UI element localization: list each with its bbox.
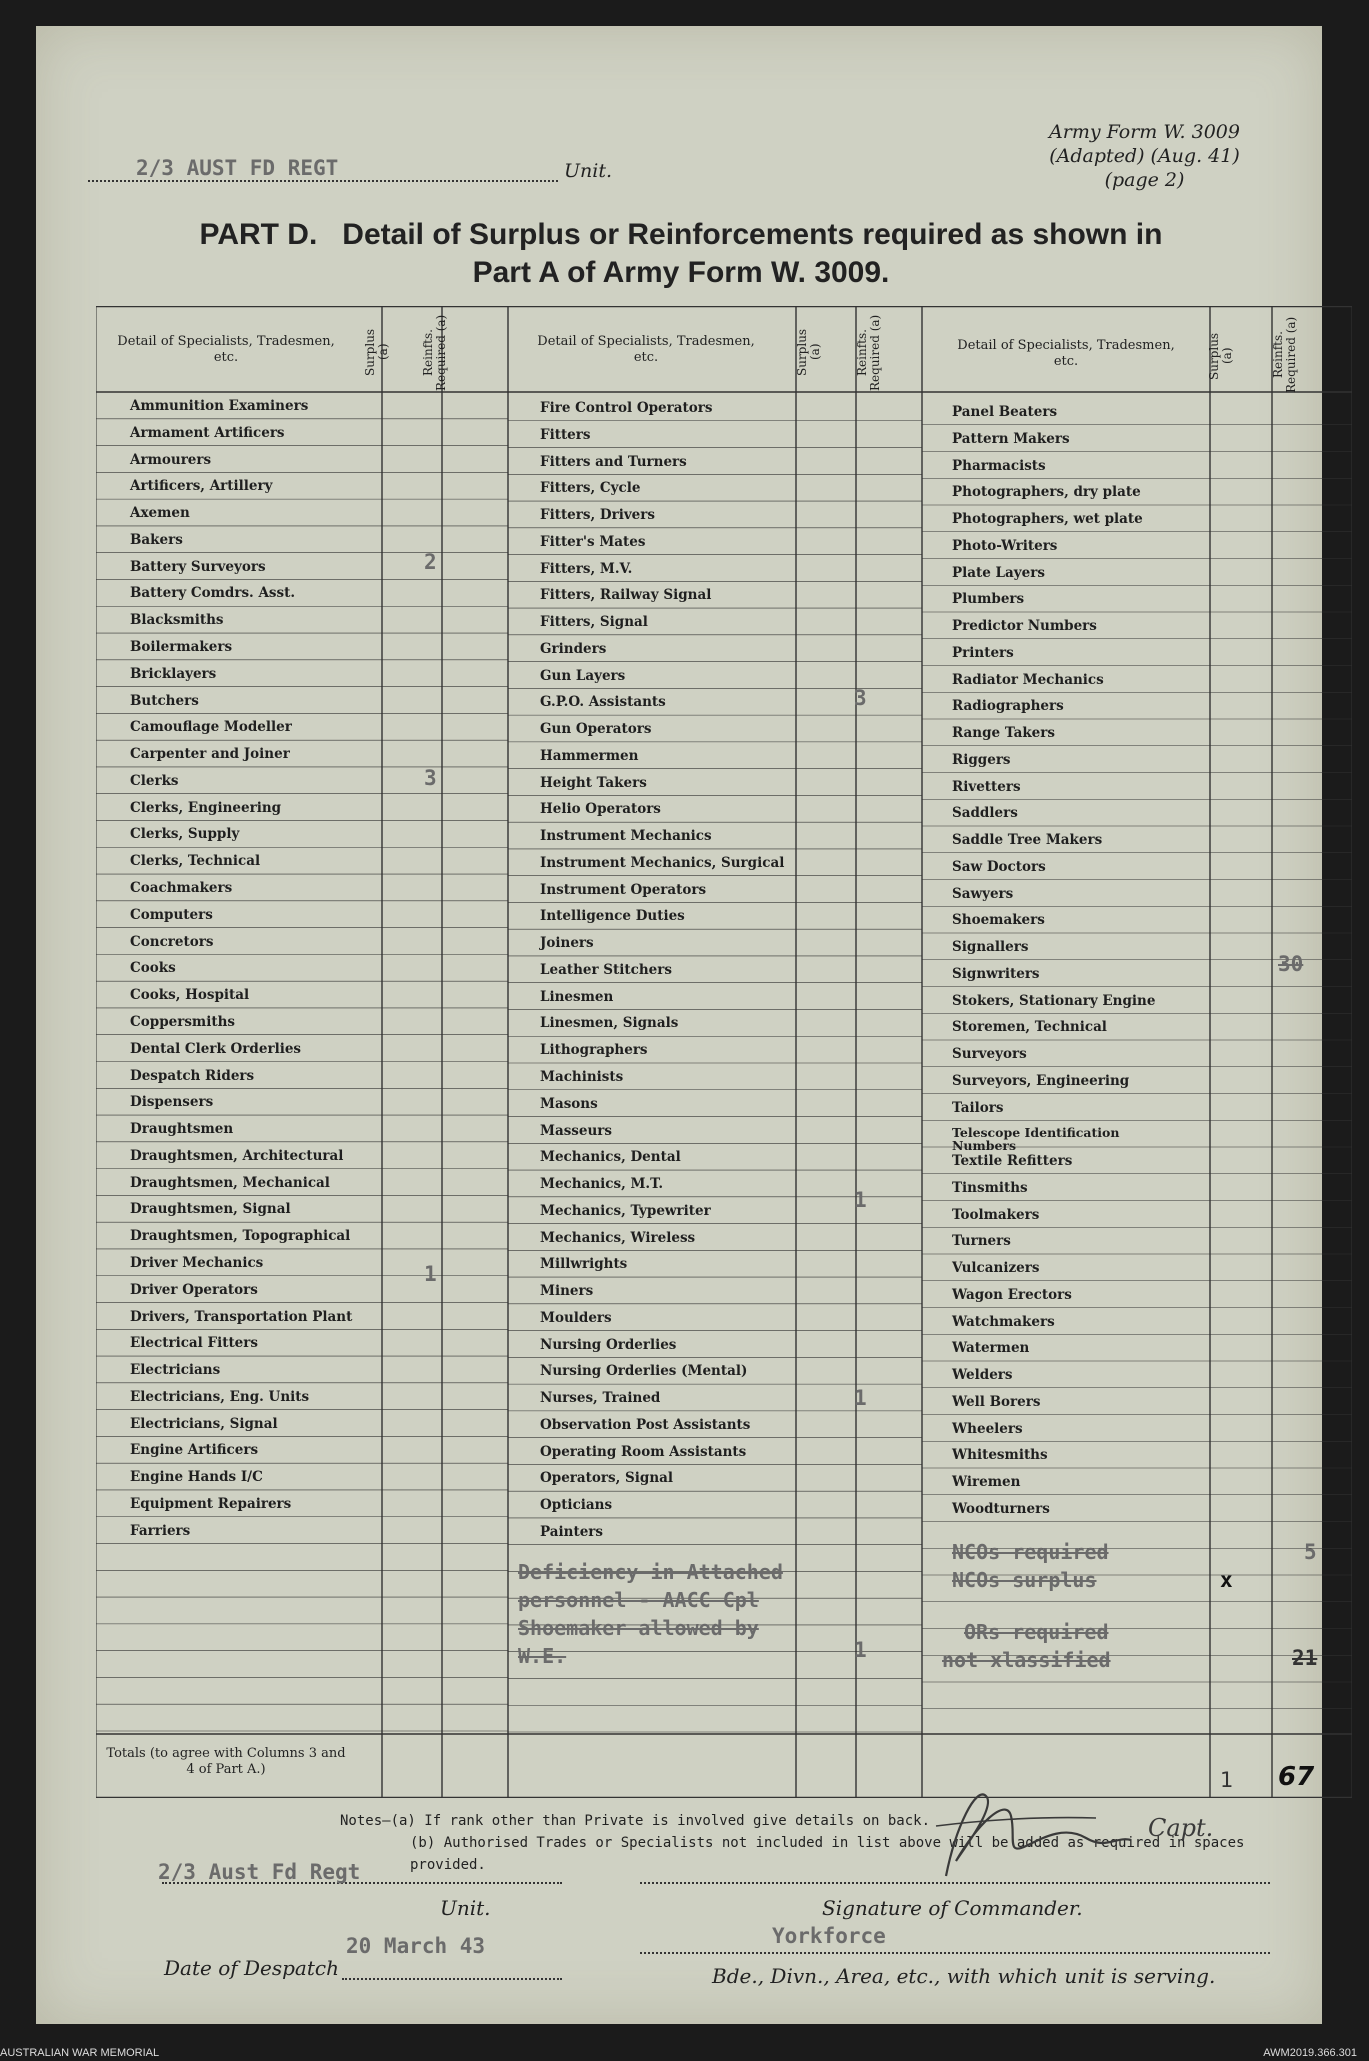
specialist-row-label: Engine Artificers	[130, 1442, 259, 1459]
watermark-left: AUSTRALIAN WAR MEMORIAL	[0, 2047, 160, 2059]
specialist-row-label: Gun Operators	[540, 721, 652, 738]
specialist-row-label: Lithographers	[540, 1042, 648, 1059]
date-label: Date of Despatch	[164, 1956, 339, 1980]
specialist-row-label: Mechanics, Wireless	[540, 1229, 696, 1246]
specialist-row-label: Draughtsmen, Architectural	[130, 1147, 344, 1164]
specialist-row-label: Armourers	[130, 451, 212, 468]
watermark-right: AWM2019.366.301	[1263, 2047, 1357, 2059]
specialist-row-label: Operators, Signal	[540, 1470, 674, 1487]
form-title	[166, 216, 1196, 292]
specialist-row-label: Rivetters	[952, 778, 1021, 795]
footer-unit-typed: 2/3 Aust Fd Regt	[158, 1860, 361, 1884]
specialist-row-label: Drivers, Transportation Plant	[130, 1308, 353, 1325]
specialist-row-label: Fitters, Cycle	[540, 480, 641, 497]
specialist-row-label: Wheelers	[952, 1420, 1023, 1437]
totals-label: Totals (to agree with Columns 3 and 4 of Part A.)	[106, 1746, 346, 1777]
specialist-row-label: Despatch Riders	[130, 1067, 255, 1084]
specialist-row-label: Shoemakers	[952, 912, 1045, 929]
specialist-row-label: Surveyors, Engineering	[952, 1072, 1130, 1089]
specialist-row-label: Plumbers	[952, 591, 1025, 608]
specialist-row-label: Photo-Writers	[952, 537, 1058, 554]
specialist-row-label: Clerks	[130, 772, 179, 789]
specialist-row-label: Instrument Mechanics, Surgical	[540, 854, 785, 871]
specialist-row-label: Tailors	[952, 1099, 1004, 1116]
specialist-row-label: Concretors	[130, 933, 214, 950]
note-b: (b) Authorised Trades or Specialists not included in list above will be added as required in spaces provided.	[410, 1835, 1245, 1873]
specialist-row-label: Range Takers	[952, 725, 1055, 741]
specialists-table	[96, 306, 1352, 1798]
specialist-row-label: Signwriters	[952, 965, 1040, 982]
specialist-row-label: Wagon Erectors	[952, 1286, 1072, 1303]
specialist-row-label: Operating Room Assistants	[540, 1443, 747, 1460]
specialist-row-label: Hammermen	[540, 747, 639, 764]
title-line1: PART D. Detail of Surplus or Reinforcements required as shown in	[199, 218, 1163, 251]
specialist-row-label: Helio Operators	[540, 801, 661, 818]
deficiency-reinf: 1	[854, 1638, 867, 1662]
formation-typed: Yorkforce	[772, 1924, 886, 1948]
specialist-row-label: Engine Hands I/C	[130, 1469, 263, 1486]
col3-surplus-header: Surplus (a)	[1207, 332, 1234, 380]
specialist-row-label: Boilermakers	[130, 639, 233, 656]
unit-typed: 2/3 AUST FD REGT	[136, 156, 339, 180]
specialist-row-label: Masons	[540, 1095, 598, 1112]
specialist-row-label: Equipment Repairers	[130, 1495, 292, 1512]
observation-post-reinf: 1	[854, 1386, 867, 1410]
specialist-row-label: Fitter's Mates	[540, 533, 646, 550]
form-reference	[1049, 120, 1240, 192]
specialist-row-label: Fitters, Drivers	[540, 507, 655, 524]
form-ref-line1: Army Form W. 3009	[1049, 121, 1240, 143]
specialist-row-label: Grinders	[540, 640, 607, 657]
specialist-row-label: Blacksmiths	[130, 612, 224, 629]
ors-value: 21	[1292, 1646, 1318, 1670]
col3-detail-header: Detail of Specialists, Tradesmen, etc.	[957, 338, 1175, 369]
specialist-row-label: Moulders	[540, 1309, 612, 1326]
specialist-row-label: Cooks	[130, 960, 176, 977]
specialist-row-label: G.P.O. Assistants	[540, 694, 666, 711]
totals-surplus: 1	[1220, 1768, 1234, 1792]
signature-label: Signature of Commander.	[822, 1896, 1083, 1920]
specialist-row-label: Predictor Numbers	[952, 618, 1097, 634]
specialist-row-label: Mechanics, M.T.	[540, 1176, 664, 1193]
col2-detail-header: Detail of Specialists, Tradesmen, etc.	[537, 334, 755, 365]
note-a: Notes—(a) If rank other than Private is involved give details on back.	[340, 1813, 931, 1829]
specialist-row-label: Coachmakers	[130, 880, 233, 897]
specialist-row-label: Bakers	[130, 531, 183, 548]
specialist-row-label: Painters	[540, 1523, 604, 1540]
specialist-row-label: Well Borers	[952, 1393, 1041, 1410]
specialist-row-label: Artificers, Artillery	[130, 478, 273, 495]
specialist-row-label: Fitters, Railway Signal	[540, 587, 712, 604]
specialist-row-label: Ammunition Examiners	[130, 398, 309, 414]
specialist-row-label: Riggers	[952, 751, 1011, 768]
ncos-surplus-label: NCOs surplus	[952, 1568, 1097, 1592]
specialist-row-label: Joiners	[540, 935, 594, 952]
specialist-row-label: Fitters and Turners	[540, 453, 687, 470]
gun-layers-reinf: 3	[854, 686, 867, 710]
clerks-reinf: 3	[424, 766, 437, 790]
specialist-row-label: Driver Operators	[130, 1281, 258, 1298]
specialist-row-label: Mechanics, Typewriter	[540, 1202, 711, 1219]
specialist-row-label: Toolmakers	[952, 1206, 1040, 1223]
col1-surplus-header: Surplus (a)	[363, 328, 390, 376]
specialist-row-label: Wiremen	[952, 1474, 1021, 1490]
specialist-row-label: Saddlers	[952, 805, 1018, 822]
specialist-row-label: Fitters	[540, 426, 591, 443]
specialist-row-label: Opticians	[540, 1497, 613, 1514]
specialist-row-label: Woodturners	[952, 1500, 1050, 1517]
form-paper	[36, 26, 1322, 2024]
specialist-row-label: Leather Stitchers	[540, 961, 672, 978]
formation-line	[640, 1952, 1270, 1954]
specialist-row-label: Electricians, Eng. Units	[130, 1388, 310, 1405]
specialist-row-label: Welders	[952, 1367, 1013, 1383]
specialist-row-label: Computers	[130, 906, 213, 923]
specialist-row-label: Nursing Orderlies (Mental)	[540, 1363, 748, 1380]
specialist-row-label: Surveyors	[952, 1046, 1027, 1062]
col1-detail-header: Detail of Specialists, Tradesmen, etc.	[117, 334, 335, 365]
specialist-row-label: Draughtsmen, Signal	[130, 1201, 291, 1218]
specialist-row-label: Vulcanizers	[952, 1260, 1040, 1276]
specialist-row-label: Gun Layers	[540, 667, 626, 684]
date-line	[342, 1978, 562, 1980]
specialist-row-label: Pharmacists	[952, 457, 1046, 474]
specialist-row-label: Fitters, Signal	[540, 614, 648, 631]
specialist-row-label: Masseurs	[540, 1122, 613, 1139]
specialist-row-label: Saw Doctors	[952, 858, 1046, 875]
not-classified-label: not xlassified	[942, 1648, 1111, 1672]
specialist-row-label: Millwrights	[540, 1256, 628, 1273]
specialist-row-label: Mechanics, Dental	[540, 1149, 681, 1166]
specialist-row-label: Armament Artificers	[130, 424, 285, 441]
specialist-row-label: Observation Post Assistants	[540, 1416, 751, 1433]
specialist-row-label: Butchers	[130, 692, 199, 709]
specialist-row-label: Draughtsmen, Topographical	[130, 1228, 351, 1245]
specialist-row-label: Tinsmiths	[952, 1179, 1028, 1196]
specialist-row-label: Miners	[540, 1283, 594, 1300]
ncos-required-value: 5	[1304, 1540, 1317, 1564]
signature-stroke	[916, 1766, 1276, 1886]
specialist-row-label: Electricians, Signal	[130, 1415, 278, 1432]
specialist-row-label: Clerks, Supply	[130, 826, 240, 843]
ncos-surplus-value: x	[1220, 1568, 1233, 1592]
specialist-row-label: Fitters, M.V.	[540, 560, 633, 577]
specialist-row-label: Electricians	[130, 1362, 221, 1379]
unit-line	[88, 154, 558, 182]
specialist-row-label: Storemen, Technical	[952, 1019, 1107, 1036]
footer-unit-label: Unit.	[440, 1896, 491, 1920]
specialist-row-label: Radiator Mechanics	[952, 671, 1104, 688]
specialist-row-label: Watermen	[952, 1340, 1030, 1357]
ncos-required-label: NCOs required	[952, 1540, 1109, 1564]
specialist-row-label: Telescope Identification Numbers	[952, 1125, 1120, 1154]
specialist-row-label: Plate Layers	[952, 564, 1045, 581]
specialist-row-label: Photographers, wet plate	[952, 511, 1143, 527]
specialist-row-label: Dispensers	[130, 1094, 214, 1111]
specialist-row-label: Axemen	[130, 505, 190, 522]
formation-label: Bde., Divn., Area, etc., with which unit is serving.	[712, 1964, 1216, 1988]
specialist-row-label: Cooks, Hospital	[130, 987, 250, 1004]
battery-surveyors-reinf: 2	[424, 550, 437, 574]
date-typed: 20 March 43	[346, 1934, 486, 1958]
signallers-reinf: 30	[1278, 952, 1304, 976]
specialist-row-label: Whitesmiths	[952, 1447, 1048, 1464]
specialist-row-label: Farriers	[130, 1522, 191, 1539]
specialist-row-label: Carpenter and Joiner	[130, 746, 290, 763]
specialist-row-label: Textile Refitters	[952, 1153, 1073, 1169]
commander-signature	[916, 1766, 1276, 1886]
specialist-row-label: Intelligence Duties	[540, 908, 685, 925]
ors-required-label: ORs required	[964, 1620, 1109, 1644]
col2-reinf-header: Reinfts. Required (a)	[855, 314, 882, 392]
specialist-row-label: Pattern Makers	[952, 430, 1070, 447]
specialist-row-label: Fire Control Operators	[540, 400, 713, 416]
specialist-row-label: Dental Clerk Orderlies	[130, 1040, 302, 1057]
specialist-row-label: Signallers	[952, 939, 1029, 955]
col3-reinf-header: Reinfts. Required (a)	[1271, 316, 1298, 394]
specialist-row-label: Radiographers	[952, 698, 1064, 715]
mechanics-mt-reinf: 1	[854, 1188, 867, 1212]
specialist-row-label: Coppersmiths	[130, 1013, 235, 1030]
specialist-row-label: Instrument Mechanics	[540, 828, 712, 845]
specialist-row-label: Photographers, dry plate	[952, 484, 1141, 501]
specialist-row-label: Battery Surveyors	[130, 558, 266, 575]
col1-reinf-header: Reinfts. Required (a)	[421, 314, 448, 392]
title-line2: Part A of Army Form W. 3009.	[472, 256, 890, 289]
col2-surplus-header: Surplus (a)	[795, 328, 822, 376]
unit-label: Unit.	[564, 160, 613, 182]
specialist-row-label: Draughtsmen, Mechanical	[130, 1174, 330, 1191]
specialist-row-label: Sawyers	[952, 885, 1014, 902]
specialist-row-label: Stokers, Stationary Engine	[952, 992, 1156, 1009]
specialist-row-label: Clerks, Technical	[130, 853, 261, 870]
specialist-row-label: Battery Comdrs. Asst.	[130, 585, 296, 602]
specialist-row-label: Linesmen	[540, 988, 614, 1005]
specialist-row-label: Instrument Operators	[540, 881, 707, 898]
specialist-row-label: Clerks, Engineering	[130, 799, 282, 816]
specialist-row-label: Driver Mechanics	[130, 1254, 264, 1271]
deficiency-note: Deficiency in Attached personnel - AACC Cpl Shoemaker allowed by W.E.	[518, 1560, 783, 1668]
specialist-row-label: Draughtsmen	[130, 1121, 234, 1138]
specialist-row-label: Bricklayers	[130, 665, 217, 682]
form-ref-line3: (page 2)	[1104, 169, 1185, 191]
specialist-row-label: Saddle Tree Makers	[952, 832, 1103, 848]
form-ref-line2: (Adapted) (Aug. 41)	[1049, 145, 1240, 167]
specialist-row-label: Turners	[952, 1233, 1011, 1250]
specialist-row-label: Electrical Fitters	[130, 1335, 258, 1352]
specialist-row-label: Nursing Orderlies	[540, 1336, 677, 1353]
specialist-row-label: Nurses, Trained	[540, 1390, 661, 1407]
totals-reinf: 67	[1278, 1762, 1315, 1792]
specialist-row-label: Linesmen, Signals	[540, 1015, 679, 1032]
driver-mechanics-reinf: 1	[424, 1262, 437, 1286]
signature-rank: Capt.	[1148, 1814, 1214, 1842]
specialist-row-label: Watchmakers	[952, 1313, 1055, 1330]
specialist-row-label: Panel Beaters	[952, 404, 1058, 420]
specialist-row-label: Height Takers	[540, 774, 647, 791]
specialist-row-label: Machinists	[540, 1069, 624, 1085]
specialist-row-label: Camouflage Modeller	[130, 719, 292, 736]
specialist-row-label: Printers	[952, 644, 1014, 661]
